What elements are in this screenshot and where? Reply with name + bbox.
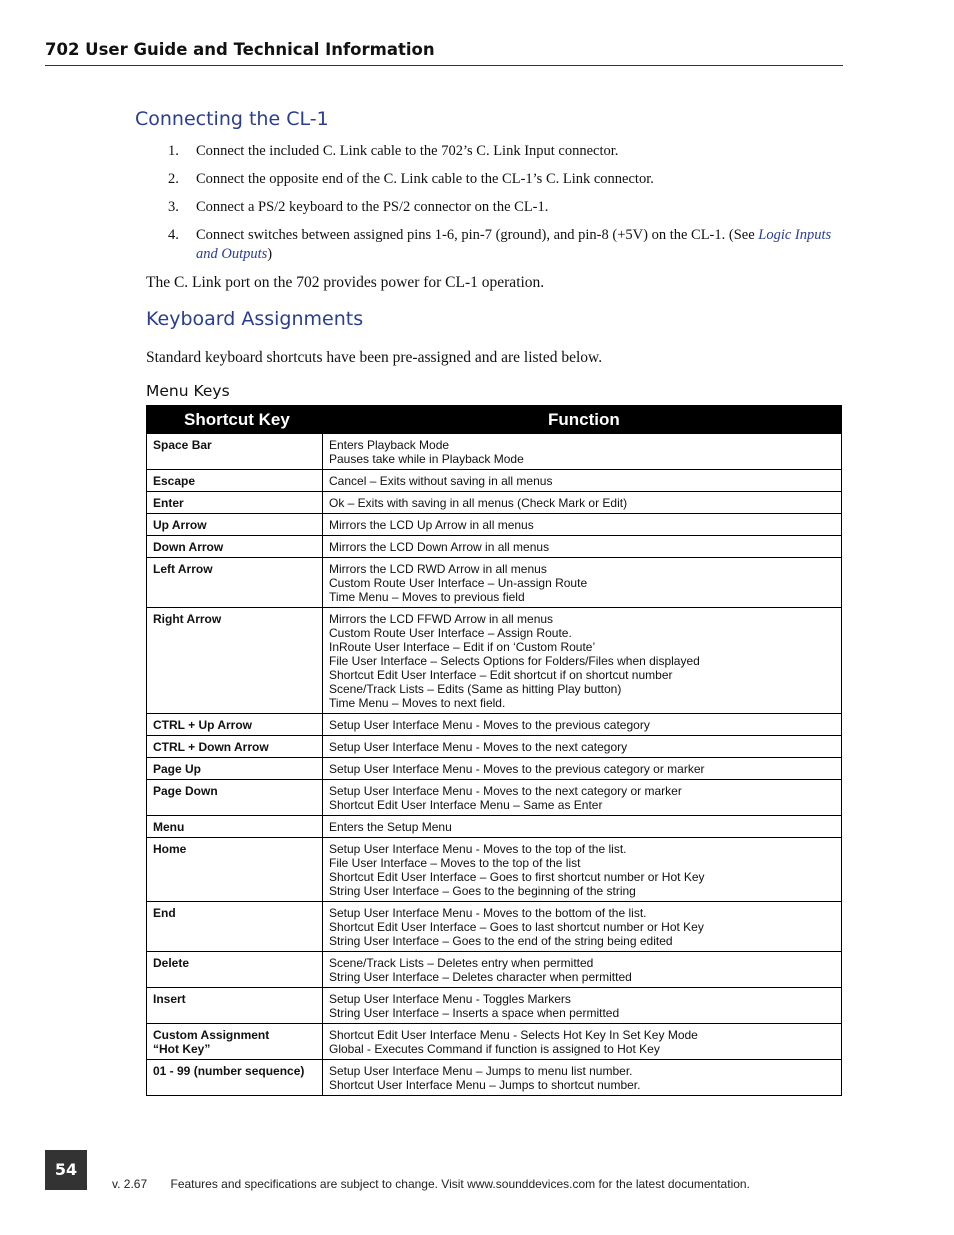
table-row (147, 816, 842, 838)
shortcut-key-text: Menu (153, 820, 185, 834)
function-line: Setup User Interface Menu - Moves to the bottom of the list. (329, 906, 647, 920)
function-line: Shortcut Edit User Interface – Edit shortcut if on shortcut number (329, 668, 673, 682)
shortcut-key-text: “Hot Key” (153, 1042, 211, 1056)
function-line: File User Interface – Selects Options for Folders/Files when displayed (329, 654, 700, 668)
section-heading-connecting: Connecting the CL-1 (135, 108, 329, 130)
function-line: Time Menu – Moves to previous field (329, 590, 525, 604)
table-row (147, 434, 842, 470)
function-line: Shortcut Edit User Interface Menu - Selects Hot Key In Set Key Mode (329, 1028, 698, 1042)
function-line: Setup User Interface Menu - Moves to the next category (329, 740, 628, 754)
function-line: Ok – Exits with saving in all menus (Check Mark or Edit) (329, 496, 628, 510)
column-header-shortcut-key: Shortcut Key (147, 406, 323, 434)
list-item (168, 142, 838, 161)
shortcut-key-text: Home (153, 842, 187, 856)
function-line: Mirrors the LCD Down Arrow in all menus (329, 540, 550, 554)
function-cell (323, 714, 842, 736)
function-line: Mirrors the LCD Up Arrow in all menus (329, 518, 534, 532)
footer-notice: Features and specifications are subject to change. Visit www.sounddevices.com for the latest documentation. (170, 1177, 750, 1191)
function-cell (323, 536, 842, 558)
step-text-main: Connect switches between assigned pins 1-6, pin-7 (ground), and pin-8 (+5V) on the CL-1. (See (196, 227, 759, 243)
shortcut-key-text: CTRL + Up Arrow (153, 718, 253, 732)
function-line: Shortcut User Interface Menu – Jumps to shortcut number. (329, 1078, 641, 1092)
function-cell (323, 514, 842, 536)
step-number: 3. (168, 199, 179, 215)
shortcut-key-cell (147, 492, 323, 514)
function-cell (323, 736, 842, 758)
list-item (168, 226, 838, 264)
function-line: Setup User Interface Menu - Moves to the previous category or marker (329, 762, 705, 776)
shortcut-key-cell (147, 780, 323, 816)
shortcut-key-cell (147, 608, 323, 714)
function-line: Setup User Interface Menu - Moves to the next category or marker (329, 784, 682, 798)
shortcut-key-text: 01 - 99 (number sequence) (153, 1064, 305, 1078)
shortcut-key-text: Custom Assignment (153, 1028, 270, 1042)
shortcut-key-text: Page Up (153, 762, 202, 776)
shortcut-key-text: Insert (153, 992, 186, 1006)
section-heading-keyboard: Keyboard Assignments (146, 308, 364, 330)
function-cell (323, 608, 842, 714)
steps-list (168, 142, 838, 273)
function-cell (323, 758, 842, 780)
keyboard-intro: Standard keyboard shortcuts have been pre-assigned and are listed below. (146, 349, 603, 366)
function-cell (323, 434, 842, 470)
shortcut-key-cell (147, 536, 323, 558)
function-line: Global - Executes Command if function is assigned to Hot Key (329, 1042, 660, 1056)
shortcut-key-cell (147, 758, 323, 780)
function-line: Custom Route User Interface – Assign Route. (329, 626, 572, 640)
function-line: Enters Playback Mode (329, 438, 450, 452)
table-row (147, 780, 842, 816)
step-number: 4. (168, 227, 179, 243)
table-row (147, 1024, 842, 1060)
table-row (147, 838, 842, 902)
function-line: Enters the Setup Menu (329, 820, 452, 834)
function-line: Setup User Interface Menu - Toggles Markers (329, 992, 571, 1006)
function-line: File User Interface – Moves to the top of the list (329, 856, 581, 870)
function-line: Pauses take while in Playback Mode (329, 452, 524, 466)
function-cell (323, 902, 842, 952)
table-row (147, 492, 842, 514)
shortcut-key-text: End (153, 906, 176, 920)
function-cell (323, 492, 842, 514)
function-line: Cancel – Exits without saving in all menus (329, 474, 553, 488)
shortcut-key-cell (147, 514, 323, 536)
function-line: Scene/Track Lists – Edits (Same as hitting Play button) (329, 682, 622, 696)
shortcut-key-cell (147, 816, 323, 838)
shortcut-key-text: Enter (153, 496, 184, 510)
shortcut-key-cell (147, 1024, 323, 1060)
function-line: String User Interface – Goes to the beginning of the string (329, 884, 636, 898)
step-text: Connect a PS/2 keyboard to the PS/2 connector on the CL-1. (196, 199, 549, 215)
table-row (147, 758, 842, 780)
shortcut-key-cell (147, 470, 323, 492)
shortcut-key-cell (147, 558, 323, 608)
function-cell (323, 816, 842, 838)
function-line: Mirrors the LCD FFWD Arrow in all menus (329, 612, 554, 626)
function-line: Setup User Interface Menu - Moves to the previous category (329, 718, 650, 732)
function-line: InRoute User Interface – Edit if on ‘Custom Route’ (329, 640, 596, 654)
version-label: v. 2.67 (112, 1177, 148, 1191)
list-item (168, 170, 838, 189)
function-line: Shortcut Edit User Interface – Goes to first shortcut number or Hot Key (329, 870, 705, 884)
function-cell (323, 838, 842, 902)
shortcut-key-text: Down Arrow (153, 540, 224, 554)
shortcut-key-text: Delete (153, 956, 190, 970)
function-line: Shortcut Edit User Interface Menu – Same as Enter (329, 798, 603, 812)
table-row (147, 470, 842, 492)
shortcut-key-text: Page Down (153, 784, 218, 798)
function-cell (323, 1024, 842, 1060)
document-header-title: 702 User Guide and Technical Information (45, 40, 435, 59)
logic-inputs-link[interactable]: Logic Inputs and Outputs (196, 227, 832, 262)
step-text (196, 226, 838, 264)
shortcut-key-cell (147, 988, 323, 1024)
shortcut-key-cell (147, 434, 323, 470)
table-row (147, 1060, 842, 1096)
function-cell (323, 558, 842, 608)
function-line: Setup User Interface Menu - Moves to the top of the list. (329, 842, 627, 856)
step-text-end: ) (267, 246, 273, 262)
column-header-function: Function (323, 406, 842, 434)
shortcut-key-text: Left Arrow (153, 562, 213, 576)
function-cell (323, 988, 842, 1024)
shortcut-key-cell (147, 838, 323, 902)
power-note: The C. Link port on the 702 provides power for CL-1 operation. (146, 274, 545, 291)
shortcut-key-cell (147, 952, 323, 988)
table-row (147, 902, 842, 952)
function-cell (323, 780, 842, 816)
shortcut-key-text: Space Bar (153, 438, 212, 452)
footer (112, 1177, 750, 1191)
step-number: 1. (168, 143, 179, 159)
function-line: String User Interface – Goes to the end of the string being edited (329, 934, 673, 948)
function-cell (323, 952, 842, 988)
function-line: Scene/Track Lists – Deletes entry when permitted (329, 956, 594, 970)
shortcut-key-cell (147, 902, 323, 952)
step-text: Connect the included C. Link cable to the 702’s C. Link Input connector. (196, 143, 619, 159)
table-row (147, 514, 842, 536)
function-line: String User Interface – Inserts a space when permitted (329, 1006, 620, 1020)
shortcut-key-text: Escape (153, 474, 196, 488)
menu-keys-subheading: Menu Keys (146, 382, 230, 400)
table-body (147, 434, 842, 1096)
step-text: Connect the opposite end of the C. Link cable to the CL-1’s C. Link connector. (196, 171, 654, 187)
table-row (147, 988, 842, 1024)
menu-keys-table (146, 405, 842, 1096)
function-line: Mirrors the LCD RWD Arrow in all menus (329, 562, 547, 576)
shortcut-key-cell (147, 736, 323, 758)
function-line: Custom Route User Interface – Un-assign Route (329, 576, 588, 590)
function-line: Time Menu – Moves to next field. (329, 696, 506, 710)
shortcut-key-text: Right Arrow (153, 612, 222, 626)
function-cell (323, 1060, 842, 1096)
step-number: 2. (168, 171, 179, 187)
table-row (147, 536, 842, 558)
table-header-row (147, 406, 842, 434)
shortcut-key-cell (147, 1060, 323, 1096)
table-row (147, 558, 842, 608)
function-line: String User Interface – Deletes character when permitted (329, 970, 632, 984)
table-row (147, 714, 842, 736)
function-cell (323, 470, 842, 492)
function-line: Shortcut Edit User Interface – Goes to last shortcut number or Hot Key (329, 920, 704, 934)
shortcut-key-text: CTRL + Down Arrow (153, 740, 269, 754)
page-number: 54 (45, 1150, 87, 1190)
table-row (147, 952, 842, 988)
shortcut-key-text: Up Arrow (153, 518, 207, 532)
table-row (147, 608, 842, 714)
table-row (147, 736, 842, 758)
list-item (168, 198, 838, 217)
header-divider (45, 65, 843, 66)
shortcut-key-cell (147, 714, 323, 736)
function-line: Setup User Interface Menu – Jumps to menu list number. (329, 1064, 633, 1078)
